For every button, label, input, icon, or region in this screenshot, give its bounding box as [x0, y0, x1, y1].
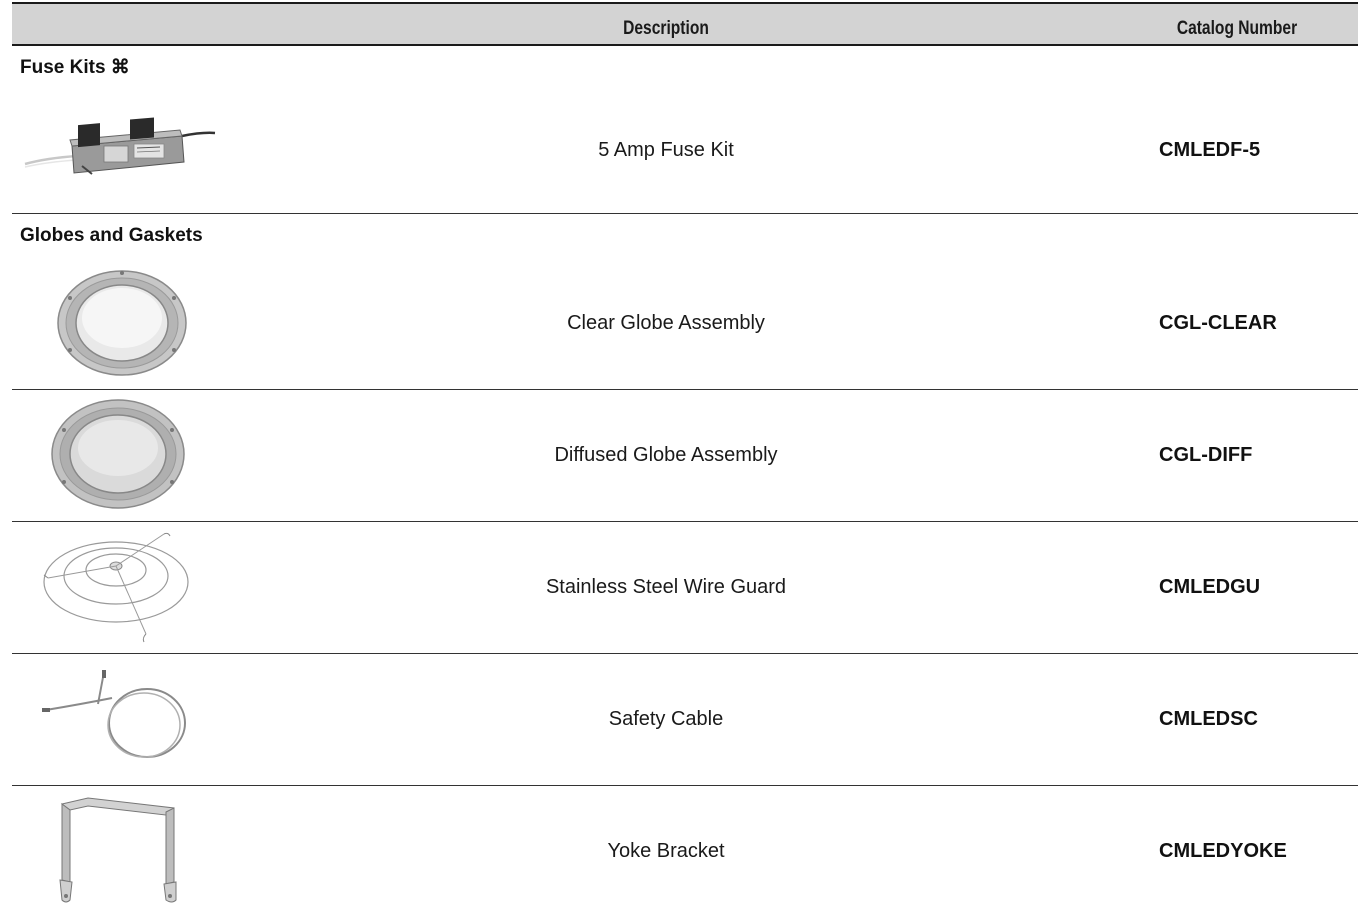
table-row: [12, 786, 1358, 913]
row-catalog-number: CMLEDSC: [1159, 708, 1258, 730]
row-catalog-number: CMLEDYOKE: [1159, 840, 1287, 862]
row-catalog-number: CMLEDGU: [1159, 576, 1261, 598]
row-catalog-number: CGL-CLEAR: [1159, 312, 1277, 334]
table-header: [12, 2, 1358, 46]
row-description: Yoke Bracket: [607, 840, 725, 862]
section-title-globes-gaskets: Globes and Gaskets: [20, 225, 203, 246]
table-row: [12, 96, 1358, 214]
row-description: Clear Globe Assembly: [567, 312, 765, 334]
accessories-table: [12, 0, 1358, 913]
row-description: Stainless Steel Wire Guard: [545, 576, 787, 598]
header-catalog-number: Catalog Number: [1176, 18, 1298, 39]
row-divider: [12, 213, 1358, 214]
table-row: [12, 258, 1358, 389]
row-description: Diffused Globe Assembly: [554, 444, 778, 466]
row-description: 5 Amp Fuse Kit: [598, 139, 734, 161]
row-catalog-number: CMLEDF-5: [1159, 139, 1261, 161]
section-title-fuse-kits: Fuse Kits ⌘: [20, 57, 130, 78]
table-row: [12, 522, 1358, 653]
table-row: [12, 654, 1358, 785]
row-description: Safety Cable: [608, 708, 724, 730]
table-row: [12, 390, 1358, 521]
header-description: Description: [623, 18, 709, 39]
row-catalog-number: CGL-DIFF: [1159, 444, 1253, 466]
